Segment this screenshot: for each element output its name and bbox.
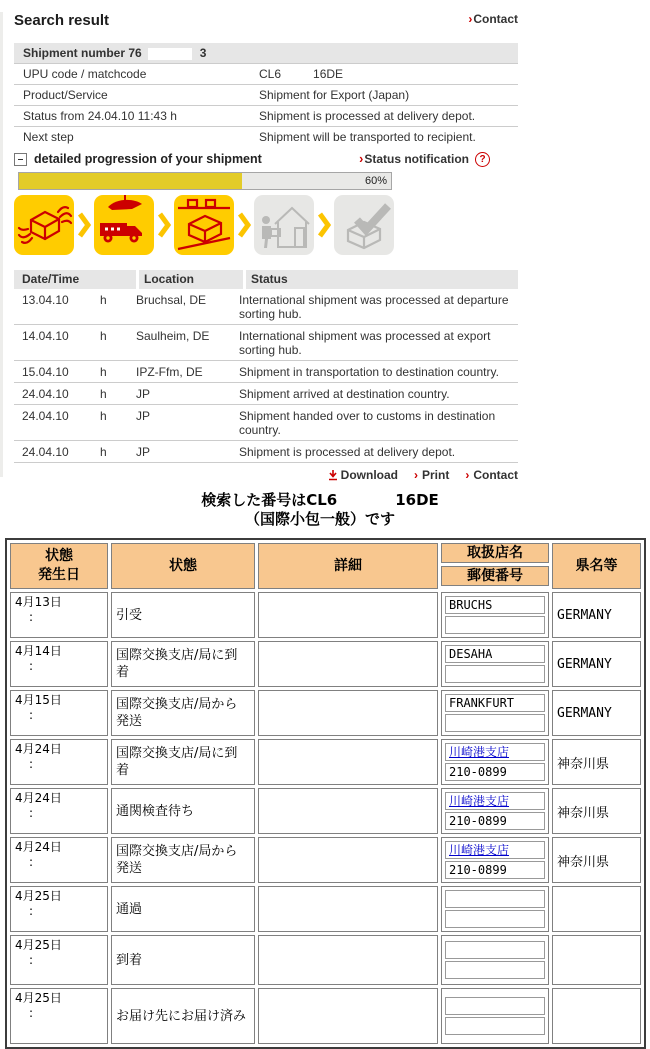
prefecture-cell: 神奈川県 (552, 739, 641, 785)
info-label: Next step (23, 130, 74, 144)
jp-header-office: 取扱店名 (441, 543, 549, 563)
chevron-right-icon: › (413, 468, 418, 482)
prefecture-cell (552, 935, 641, 985)
status-time: : (29, 953, 34, 967)
jp-header-prefecture: 県名等 (552, 543, 641, 589)
progress-percent-label: 60% (364, 175, 387, 187)
info-row-product (14, 85, 518, 106)
jp-header-date: 状態 発生日 (10, 543, 108, 589)
event-status: Shipment is processed at delivery depot. (239, 445, 456, 459)
shipment-info-table (14, 43, 518, 147)
prefecture-cell: GERMANY (552, 592, 641, 638)
info-value: Shipment will be transported to recipient. (259, 130, 476, 144)
detail-cell (258, 886, 438, 932)
status-cell: 到着 (111, 935, 255, 985)
detail-cell (258, 641, 438, 687)
status-time: : (29, 659, 34, 673)
step-chevron-icon (234, 211, 254, 239)
office-box (445, 792, 545, 810)
jp-tracking-table (5, 538, 646, 1049)
event-location: JP (136, 445, 151, 459)
status-time: : (29, 855, 34, 869)
event-location: JP (136, 387, 151, 401)
table-row (10, 837, 641, 883)
status-date: 4月15日 (15, 693, 62, 707)
chevron-right-icon: › (359, 152, 364, 166)
minus-icon (18, 159, 23, 160)
prefecture-cell: 神奈川県 (552, 837, 641, 883)
event-location: Saulheim, DE (136, 329, 210, 343)
office-box: FRANKFURT (445, 694, 545, 712)
shipment-number-label: Shipment number 76 (23, 46, 142, 60)
event-status: Shipment arrived at destination country. (239, 387, 450, 401)
office-link[interactable]: 川崎港支店 (449, 745, 510, 759)
info-label: Product/Service (23, 88, 108, 102)
event-row (14, 382, 518, 404)
shipment-steps (14, 195, 518, 255)
event-hour: h (100, 329, 107, 343)
delivered-icon (334, 195, 394, 255)
status-date: 4月24日 (15, 791, 62, 805)
table-row (10, 788, 641, 834)
jp-search-summary (0, 491, 640, 529)
event-row (14, 440, 518, 462)
status-date: 4月14日 (15, 644, 62, 658)
office-box (445, 997, 545, 1015)
event-date: 15.04.10 (22, 365, 69, 379)
event-status: Shipment handed over to customs in destination country. (239, 409, 496, 437)
office-box (445, 890, 545, 908)
transport-icon (94, 195, 154, 255)
detail-cell (258, 788, 438, 834)
event-hour: h (100, 387, 107, 401)
info-row-nextstep (14, 127, 518, 147)
event-row (14, 404, 518, 440)
events-header-status: Status (246, 270, 518, 289)
event-hour: h (100, 409, 107, 423)
status-cell: お届け先にお届け済み (111, 988, 255, 1044)
office-link[interactable]: 川崎港支店 (449, 794, 510, 808)
event-status: International shipment was processed at departure sorting hub. (239, 293, 509, 321)
info-value: Shipment for Export (Japan) (259, 88, 410, 102)
step-chevron-icon (154, 211, 174, 239)
postal-box (445, 616, 545, 634)
status-notification-link[interactable]: Status notification (364, 152, 469, 166)
table-row (10, 592, 641, 638)
print-link[interactable]: › Print (413, 468, 450, 482)
event-hour: h (100, 365, 107, 379)
chevron-right-icon: › (465, 468, 470, 482)
postal-box (445, 665, 545, 683)
status-cell: 国際交換支店/局から発送 (111, 690, 255, 736)
status-time: : (29, 757, 34, 771)
detail-cell (258, 592, 438, 638)
table-row (10, 886, 641, 932)
status-cell: 国際交換支店/局から発送 (111, 837, 255, 883)
prefecture-cell (552, 886, 641, 932)
office-link[interactable]: 川崎港支店 (449, 843, 510, 857)
jp-header-postal: 郵便番号 (441, 566, 549, 586)
info-label: UPU code / matchcode (23, 67, 147, 81)
status-time: : (29, 806, 34, 820)
postal-box: 210-0899 (445, 861, 545, 879)
download-link[interactable]: Download (328, 468, 398, 482)
status-date: 4月25日 (15, 889, 62, 903)
office-box: DESAHA (445, 645, 545, 663)
event-hour: h (100, 293, 107, 307)
status-cell: 引受 (111, 592, 255, 638)
postal-box (445, 714, 545, 732)
prefecture-cell (552, 988, 641, 1044)
table-row (10, 690, 641, 736)
contact-link-bottom[interactable]: › Contact (465, 468, 518, 482)
postal-box: 210-0899 (445, 812, 545, 830)
info-value: Shipment is processed at delivery depot. (259, 109, 476, 123)
step-chevron-icon (74, 211, 94, 239)
table-row (10, 739, 641, 785)
postal-box (445, 1017, 545, 1035)
office-box (445, 743, 545, 761)
event-location: Bruchsal, DE (136, 293, 207, 307)
status-date: 4月24日 (15, 742, 62, 756)
status-cell: 国際交換支店/局に到着 (111, 739, 255, 785)
redacted-number (148, 48, 192, 60)
status-time: : (29, 708, 34, 722)
jp-summary-line1-left: 検索した番号はCL6 (201, 491, 338, 509)
progress-fill (19, 173, 242, 189)
detail-cell (258, 988, 438, 1044)
event-row (14, 324, 518, 360)
jp-header-status: 状態 (111, 543, 255, 589)
handover-icon (14, 195, 74, 255)
jp-header-detail: 詳細 (258, 543, 438, 589)
status-date: 4月13日 (15, 595, 62, 609)
table-row (10, 935, 641, 985)
info-row-status (14, 106, 518, 127)
event-date: 13.04.10 (22, 293, 69, 307)
step-chevron-icon (314, 211, 334, 239)
shipment-number-tail: 3 (199, 46, 207, 60)
jp-summary-line2: （国際小包一般）です (244, 510, 395, 528)
shipment-number-row (14, 43, 518, 64)
status-date: 4月25日 (15, 991, 62, 1005)
office-box (445, 841, 545, 859)
info-row-upu (14, 64, 518, 85)
info-label: Status from 24.04.10 11:43 h (23, 109, 177, 123)
prefecture-cell: 神奈川県 (552, 788, 641, 834)
postal-box: 210-0899 (445, 763, 545, 781)
event-location: IPZ-Ffm, DE (136, 365, 203, 379)
detail-cell (258, 739, 438, 785)
event-location: JP (136, 409, 151, 423)
event-date: 14.04.10 (22, 329, 69, 343)
status-time: : (29, 1006, 34, 1020)
help-icon[interactable]: ? (475, 152, 490, 167)
progression-toggle-label: detailed progression of your shipment (34, 152, 262, 166)
event-row (14, 289, 518, 324)
status-date: 4月24日 (15, 840, 62, 854)
status-cell: 通過 (111, 886, 255, 932)
page-edge (0, 12, 3, 477)
prefecture-cell: GERMANY (552, 690, 641, 736)
event-hour: h (100, 445, 107, 459)
progress-bar (18, 172, 392, 190)
event-status: International shipment was processed at export sorting hub. (239, 329, 491, 357)
detail-cell (258, 935, 438, 985)
event-date: 24.04.10 (22, 387, 69, 401)
chevron-right-icon: › (468, 12, 473, 26)
events-header-date: Date/Time (14, 270, 136, 289)
page-title: Search result (14, 12, 110, 29)
status-cell: 国際交換支店/局に到着 (111, 641, 255, 687)
event-date: 24.04.10 (22, 409, 69, 423)
event-status: Shipment in transportation to destination country. (239, 365, 499, 379)
events-header-location: Location (139, 270, 243, 289)
dhl-tracking-section (14, 12, 518, 482)
info-value2: 16DE (313, 67, 344, 81)
status-cell: 通関検査待ち (111, 788, 255, 834)
table-row (10, 641, 641, 687)
prefecture-cell: GERMANY (552, 641, 641, 687)
status-date: 4月25日 (15, 938, 62, 952)
office-box (445, 941, 545, 959)
detail-cell (258, 837, 438, 883)
sorting-hub-icon (174, 195, 234, 255)
detail-cell (258, 690, 438, 736)
event-row (14, 360, 518, 382)
jp-summary-line1-right: 16DE (395, 491, 439, 509)
shipment-events-table (14, 270, 518, 463)
event-date: 24.04.10 (22, 445, 69, 459)
status-time: : (29, 610, 34, 624)
contact-link-top[interactable]: ›Contact (468, 12, 518, 26)
info-value: CL6 (259, 67, 282, 81)
postal-box (445, 910, 545, 928)
collapse-toggle-button[interactable] (14, 153, 27, 166)
postal-box (445, 961, 545, 979)
delivery-icon (254, 195, 314, 255)
table-row (10, 988, 641, 1044)
office-box: BRUCHS (445, 596, 545, 614)
download-icon (328, 469, 338, 481)
status-time: : (29, 904, 34, 918)
